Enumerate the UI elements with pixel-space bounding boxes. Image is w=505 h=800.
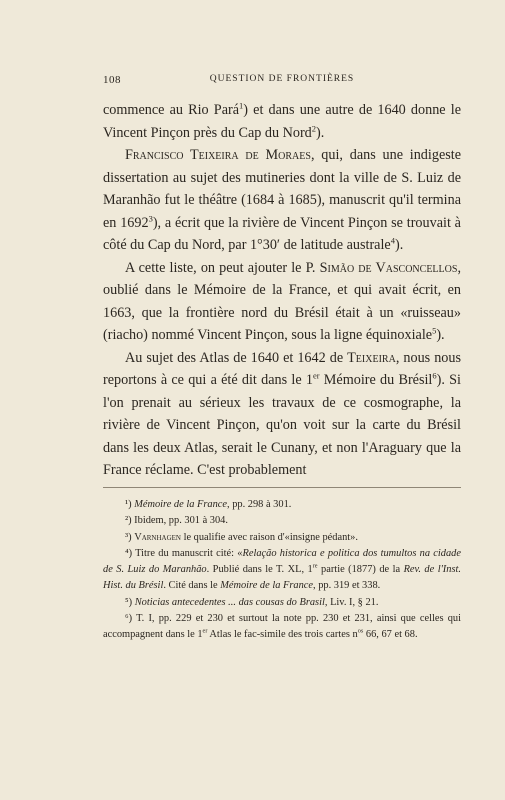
text-run: ²) Ibidem, pp. 301 à 304. — [125, 515, 228, 527]
text-run: , Liv. I, § 21. — [324, 596, 379, 608]
text-run: er — [312, 370, 320, 381]
text-run: Noticias antecedentes ... das cousas do Brasil — [134, 596, 325, 608]
footnote-5 — [103, 595, 461, 611]
text-run: ). — [436, 327, 445, 343]
text-run: Teixeira — [347, 349, 396, 366]
text-run: Rev. de l'Inst. Hist. du Brésil — [103, 564, 461, 592]
text-run: ⁵) — [125, 596, 135, 608]
paragraph-4 — [103, 347, 461, 482]
text-run: , pp. 319 et 338. — [313, 580, 381, 592]
paragraph-3 — [103, 257, 461, 347]
text-run: 1 — [239, 100, 244, 111]
footnote-4 — [103, 546, 461, 595]
text-run: , nous nous reportons à ce qui a été dit dans le 1 — [103, 349, 461, 388]
text-run: Mémoire de la France — [220, 580, 313, 592]
text-run: ). — [394, 237, 404, 253]
text-run: ) et dans une autre de 1640 donne le Vincent Pinçon près du Cap du Nord — [103, 102, 461, 141]
text-run: le qualifie avec raison d'«insigne pédant». — [180, 531, 358, 543]
text-run: partie (1877) de la — [317, 564, 404, 576]
footnote-3 — [103, 530, 461, 546]
footnote-divider — [103, 487, 461, 488]
text-run: Mémoire de la France — [134, 499, 227, 510]
footnote-6 — [103, 611, 461, 644]
text-run: 2 — [311, 122, 317, 133]
text-run: er — [202, 627, 208, 635]
paragraph-2 — [103, 144, 461, 257]
running-title: QUESTION DE FRONTIÈRES — [209, 74, 355, 84]
page-header — [103, 74, 461, 90]
text-run: 6 — [432, 370, 437, 381]
text-run: re — [312, 562, 318, 570]
text-run: . Cité dans le — [163, 580, 221, 592]
text-run: ), a écrit que la rivière de Vincent Pinçon se trouvait à côté du Cap du Nord, par 1°30′ de latitude australe — [103, 214, 461, 253]
text-run: commence au Rio Pará — [103, 102, 240, 118]
text-run: Relação historica e politica dos tumultos na cidade de S. Luiz do Maranhão — [103, 547, 461, 576]
text-run: ⁶) T. I, pp. 229 et 230 et surtout la note pp. 230 et 231, ainsi que celles qui accompagnent dans le 1 — [103, 613, 461, 641]
text-run: , oublié dans le Mémoire de la France, et qui avait écrit, en 1663, que la frontière nord du Brésil était à un «ruisseau» (riacho) nommé Vincent Pinçon, sous la ligne équinoxiale — [103, 259, 461, 343]
text-run: ). Si l'on prenait au sérieux les travaux de ce cosmographe, la rivière de Vincent Pinçon, qu'on voit sur la carte du Brésil dans les deux Atlas, serait le Cunany, et non l'Araguary que la France réclame. C'est probablement — [103, 372, 461, 478]
footnotes — [103, 497, 461, 644]
main-text — [103, 99, 461, 482]
text-run: 66, 67 et 68. — [363, 629, 418, 641]
text-run: Varnhagen — [134, 531, 181, 543]
text-run: 5 — [432, 325, 437, 336]
page-number: 108 — [103, 74, 121, 86]
text-run: ³) — [125, 531, 135, 543]
footnote-2 — [103, 513, 461, 529]
text-run: ¹) — [125, 499, 135, 510]
text-run: A cette liste, on peut ajouter le P. — [125, 259, 320, 276]
text-run: os — [357, 627, 364, 635]
text-run: Simão de Vasconcellos — [319, 259, 458, 276]
text-run: Mémoire du Brésil — [319, 372, 433, 388]
text-run: 4 — [390, 235, 395, 246]
text-run: , pp. 298 à 301. — [227, 499, 292, 510]
footnote-1 — [103, 497, 461, 513]
text-run: , qui, dans une indigeste dissertation au sujet des mutineries dont la ville de S. Luiz de Maranhão fut le théâtre (1684 à 1685), manuscrit qu'il termina en 1692 — [103, 147, 461, 231]
text-run: 3 — [148, 212, 153, 223]
text-run: ⁴) Titre du manuscrit cité: « — [125, 547, 243, 559]
text-run: Francisco Teixeira de Moraes — [125, 147, 311, 163]
paragraph-1 — [103, 99, 461, 144]
text-run: Au sujet des Atlas de 1640 et 1642 de — [125, 349, 348, 366]
text-run: . Publié dans le T. XL, 1 — [206, 564, 313, 576]
text-run: ). — [316, 124, 325, 141]
text-run: Atlas le fac-simile des trois cartes n — [207, 629, 358, 641]
